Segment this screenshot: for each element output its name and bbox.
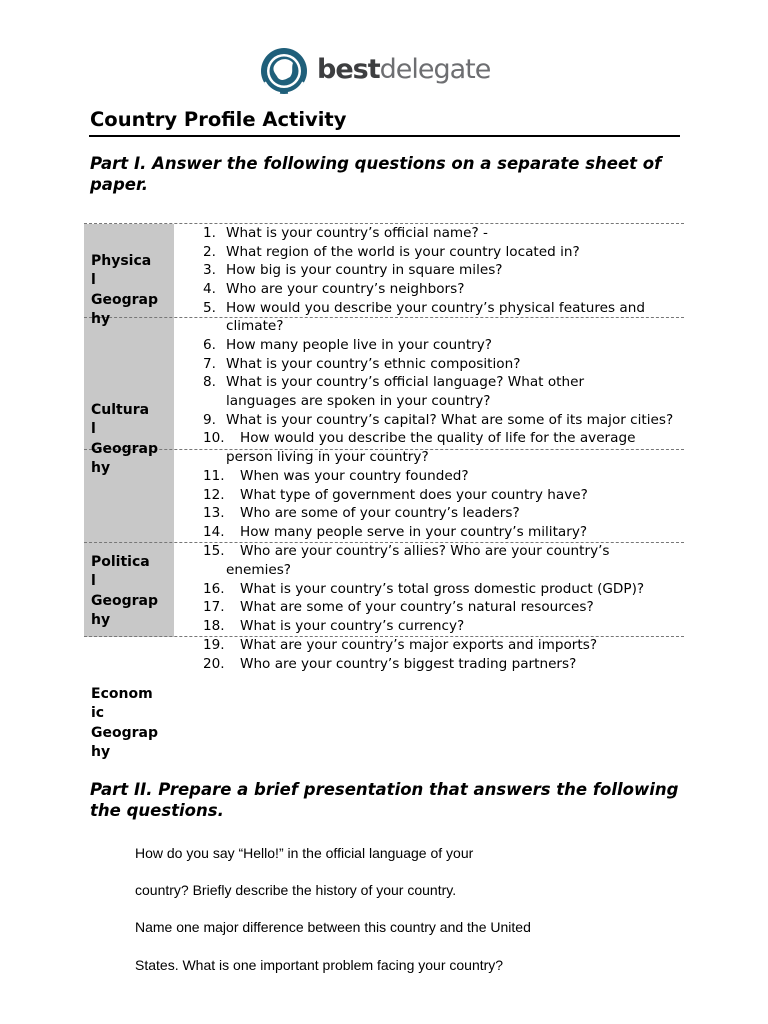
part2-line: How do you say “Hello!” in the official language of your (135, 845, 474, 861)
part2-line: country? Briefly describe the history of your country. (135, 882, 457, 898)
part2-heading: Part II. Prepare a brief presentation that answers the following the questions. (90, 780, 679, 820)
category-physical-geography: Physica l Geograp hy (91, 253, 158, 328)
part2-line: Name one major difference between this country and the United (135, 919, 531, 935)
logo-wordmark: bestdelegate (317, 54, 491, 85)
title-underline (89, 135, 680, 137)
globe-emblem-icon (261, 48, 307, 94)
category-economic-geography: Econom ic Geograp hy (91, 686, 158, 761)
page-title: Country Profile Activity (90, 108, 347, 131)
part1-heading: Part I. Answer the following questions on a separate sheet of paper. (90, 154, 662, 194)
category-cultural-geography: Cultura l Geograp hy (91, 402, 158, 477)
part2-line: States. What is one important problem facing your country? (135, 957, 504, 973)
category-political-geography: Politica l Geograp hy (91, 554, 158, 629)
